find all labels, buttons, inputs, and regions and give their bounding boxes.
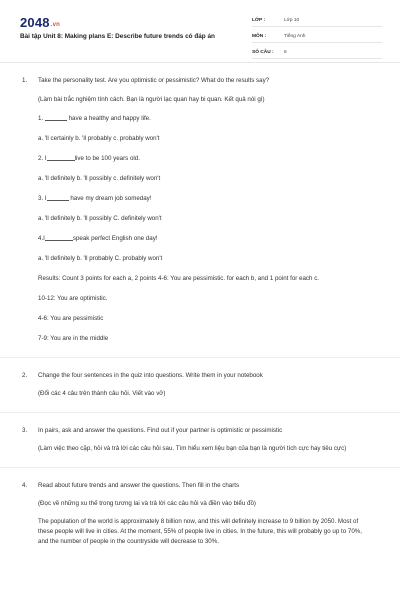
quiz-item-suffix: have my dream job someday!: [68, 195, 152, 202]
quiz-item-3-options: a. 'll definitely b. 'll possibly C. definitely won't: [38, 215, 162, 222]
answer-blank: [47, 155, 75, 161]
quiz-item-suffix: have a healthy and happy life.: [66, 115, 151, 122]
question-divider: [0, 357, 400, 358]
question-number: 2.: [22, 372, 28, 379]
site-logo[interactable]: [20, 15, 60, 30]
question-text: Take the personality test. Are you optimistic or pessimistic? What do the results say?: [38, 77, 270, 84]
header-divider: [0, 62, 400, 63]
question-translation: (Làm việc theo cặp, hỏi và trả lời các câu hỏi sau. Tìm hiểu xem liệu bạn của bạn là người tích cực hay tiêu cực): [38, 445, 347, 452]
quiz-item-2-options: a. 'll definitely b. 'll possibly c. definitely won't: [38, 175, 161, 182]
question-translation: (Đổi các 4 câu trên thành câu hỏi. Viết vào vở): [38, 390, 166, 397]
score-line-pessimistic: 4-6: You are pessimistic: [38, 315, 104, 322]
answer-blank: [45, 115, 67, 121]
question-list: [0, 76, 400, 547]
question-number: 3.: [22, 427, 28, 434]
question-number: 4.: [22, 482, 28, 489]
quiz-item-1-options: a. 'll certainly b. 'll probably c. probably won't: [38, 135, 160, 142]
question-2: [0, 371, 400, 380]
meta-table: [252, 14, 382, 62]
question-1: [0, 76, 400, 85]
meta-value: Lớp 10: [284, 17, 300, 23]
quiz-item-prefix: 3. I: [38, 195, 47, 202]
meta-label: LỚP :: [252, 17, 266, 23]
meta-row-subject: [252, 30, 382, 43]
score-line-optimistic: 10-12: You are optimistic.: [38, 295, 108, 302]
meta-row-count: [252, 46, 382, 59]
meta-label: MÔN :: [252, 33, 267, 39]
meta-label: SỐ CÂU :: [252, 49, 274, 55]
quiz-item-4: [38, 234, 373, 243]
question-translation: (Làm bài trắc nghiệm tính cách. Bạn là người lạc quan hay bi quan. Kết quả nói gì): [38, 96, 265, 103]
question-text: In pairs, ask and answer the questions. Find out if your partner is optimistic or pessimistic: [38, 427, 283, 434]
question-text: Read about future trends and answer the questions. Then fill in the charts: [38, 482, 240, 489]
answer-blank: [45, 235, 73, 241]
quiz-item-prefix: 4.I: [38, 235, 45, 242]
logo-suffix: .vn: [50, 22, 61, 28]
quiz-item-2: [38, 154, 373, 163]
question-number: 1.: [22, 77, 28, 84]
quiz-item-prefix: 2. I: [38, 155, 47, 162]
meta-value: 6: [284, 49, 287, 55]
reading-passage: The population of the world is approximately 8 billion now, and this will definitely increase to 9 billion by 2050. Most of these people will live in cities. At the moment, 55% of people live in cities. In the future, this will probably go up to 70%, and the number of people in the countryside will decrease to 30%.: [38, 518, 362, 545]
meta-value: Tiếng Anh: [284, 33, 306, 39]
question-divider: [0, 412, 400, 413]
quiz-item-suffix: speak perfect English one day!: [72, 235, 158, 242]
question-text: Change the four sentences in the quiz into questions. Write them in your notebook: [38, 372, 263, 379]
quiz-results: Results: Count 3 points for each a, 2 points 4-6: You are pessimistic. for each b, and 1 point for each c.: [38, 275, 320, 282]
meta-row-grade: [252, 14, 382, 27]
document-title: Bài tập Unit 8: Making plans E: Describe future trends có đáp án: [20, 33, 215, 40]
answer-blank: [47, 195, 69, 201]
question-translation: (Đọc về những xu thế trong tương lai và trả lời các câu hỏi và điền vào biểu đồ): [38, 500, 256, 507]
quiz-item-suffix: live to be 100 years old.: [74, 155, 140, 162]
quiz-item-3: [38, 194, 373, 203]
question-3: [0, 426, 400, 435]
question-divider: [0, 467, 400, 468]
score-line-middle: 7-9: You are in the middle: [38, 335, 109, 342]
logo-main: 2048: [20, 15, 50, 30]
quiz-item-4-options: a. 'll definitely b. 'll probably C. probably won't: [38, 255, 163, 262]
question-4: [0, 481, 400, 490]
document-header: [0, 0, 400, 62]
quiz-item-1: [38, 114, 373, 123]
quiz-item-prefix: 1.: [38, 115, 45, 122]
